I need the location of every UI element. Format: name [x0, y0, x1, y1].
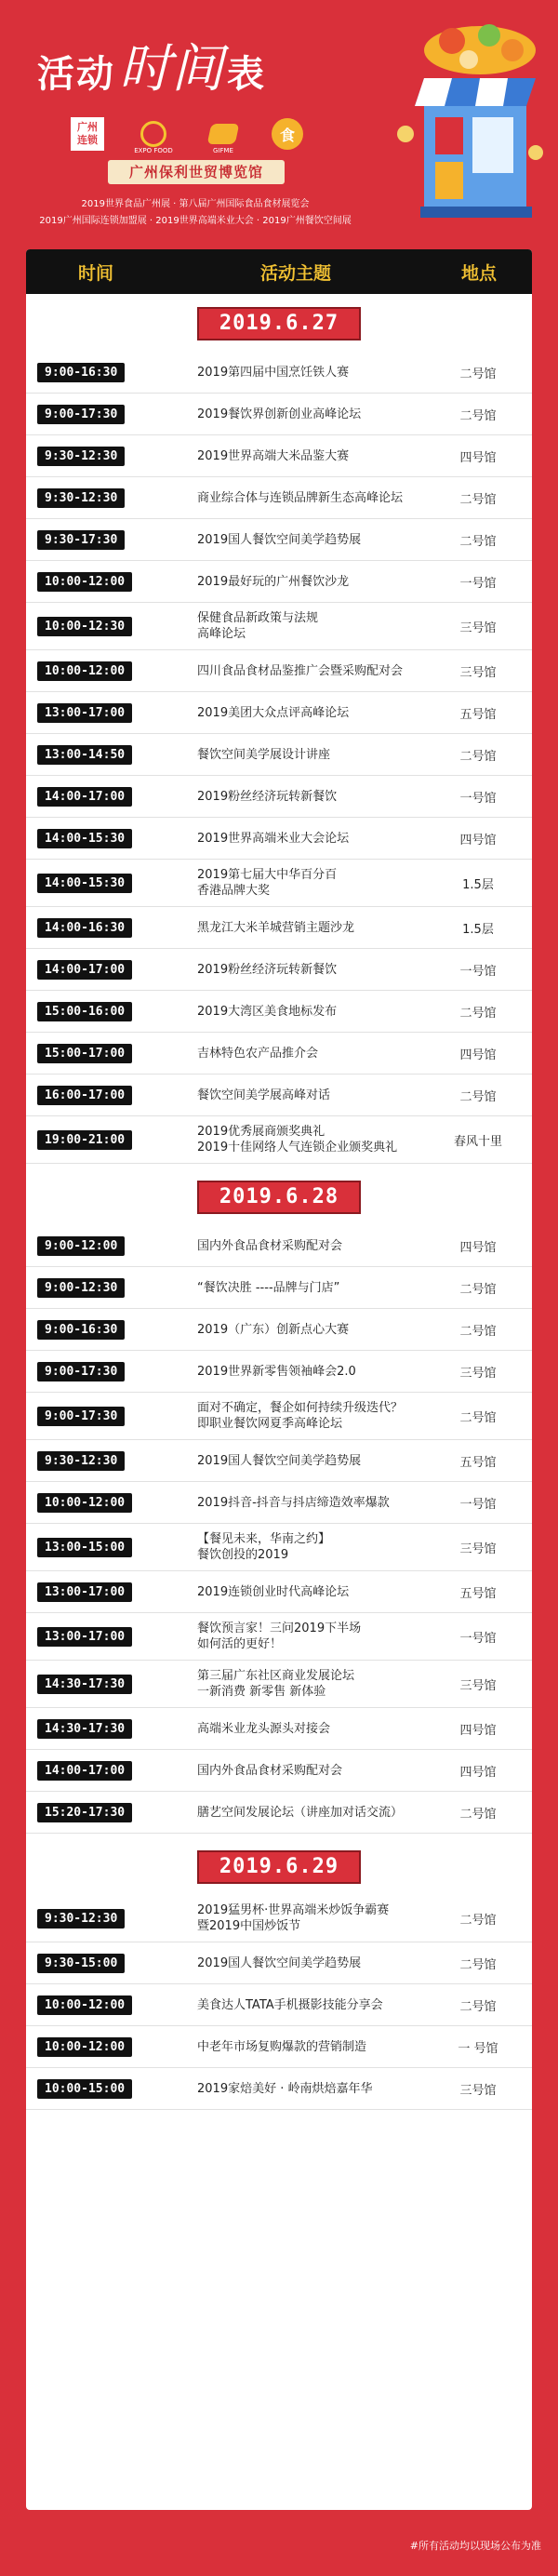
- time-cell: [26, 1954, 175, 1973]
- theme-line: 2019餐饮界创新创业高峰论坛: [197, 407, 362, 421]
- theme-line: 即职业餐饮网夏季高峰论坛: [197, 1417, 343, 1431]
- time-label: 9:30-15:00: [37, 1954, 125, 1973]
- theme-line: 餐饮预言家！三问2019下半场: [197, 1622, 362, 1635]
- location-cell: 一号馆: [459, 791, 497, 806]
- time-cell: [26, 874, 175, 893]
- schedule-row: [26, 949, 532, 991]
- schedule-card: [26, 249, 532, 2510]
- theme-line: 2019十佳网络人气连锁企业颁奖典礼: [197, 1141, 398, 1155]
- location-cell: 1.5层: [462, 877, 494, 892]
- location-cell: 二号馆: [459, 492, 497, 507]
- theme-line: 2019世界高端米业大会论坛: [197, 831, 350, 846]
- theme-cell: [175, 1124, 424, 1155]
- theme-line: 2019国人餐饮空间美学趋势展: [197, 532, 362, 547]
- time-label: 9:00-17:30: [37, 1362, 125, 1381]
- time-label: 10:00-12:00: [37, 2037, 132, 2057]
- time-label: 14:30-17:30: [37, 1719, 132, 1739]
- theme-cell: [175, 705, 424, 721]
- schedule-row: [26, 1074, 532, 1116]
- theme-line: 餐饮空间美学展高峰对话: [197, 1088, 331, 1102]
- time-label: 14:00-15:30: [37, 874, 132, 893]
- subline-2: 2019广州国际连锁加盟展 · 2019世界高端米业大会 · 2019广州餐饮空间展: [39, 216, 352, 226]
- theme-line: 2019（广东）创新点心大赛: [197, 1322, 350, 1337]
- theme-cell: [175, 663, 424, 679]
- theme-line: 吉林特色农产品推介会: [197, 1046, 319, 1061]
- theme-cell: [175, 1364, 424, 1380]
- time-label: 9:00-12:00: [37, 1236, 125, 1256]
- location-cell: 四号馆: [459, 1048, 497, 1062]
- theme-cell: [175, 831, 424, 847]
- time-label: 9:30-17:30: [37, 530, 125, 550]
- theme-line: 2019世界新零售领袖峰会2.0: [197, 1364, 356, 1379]
- time-label: 10:00-12:00: [37, 661, 132, 681]
- location-cell: 三号馆: [459, 1542, 497, 1556]
- location-cell: 三号馆: [459, 621, 497, 635]
- subline-1: 2019世界食品广州展 · 第八届广州国际食品食材展览会: [81, 199, 310, 209]
- theme-line: 2019连锁创业时代高峰论坛: [197, 1584, 350, 1599]
- time-cell: [26, 829, 175, 848]
- schedule-row: [26, 1267, 532, 1309]
- theme-cell: [175, 1088, 424, 1103]
- schedule-row: [26, 1942, 532, 1984]
- location-cell: 四号馆: [459, 1723, 497, 1738]
- theme-line: 第三届广东社区商业发展论坛: [197, 1669, 355, 1683]
- time-label: 10:00-12:00: [37, 1493, 132, 1513]
- time-label: 15:20-17:30: [37, 1803, 132, 1822]
- theme-cell: [175, 407, 424, 422]
- schedule-row: [26, 1225, 532, 1267]
- venue-banner: 广州保利世贸博览馆: [108, 160, 285, 184]
- theme-cell: [175, 365, 424, 380]
- theme-cell: [175, 1955, 424, 1971]
- time-label: 13:00-17:00: [37, 703, 132, 723]
- schedule-row: [26, 435, 532, 477]
- time-label: 14:00-17:00: [37, 960, 132, 980]
- theme-cell: [175, 920, 424, 936]
- schedule-row: [26, 1351, 532, 1393]
- theme-cell: [175, 574, 424, 590]
- theme-line: 香港品牌大奖: [197, 884, 271, 898]
- theme-cell: [175, 789, 424, 805]
- time-label: 10:00-15:00: [37, 2079, 132, 2099]
- schedule-row: [26, 1708, 532, 1750]
- theme-line: 2019优秀展商颁奖典礼: [197, 1125, 326, 1139]
- location-cell: 三号馆: [459, 1366, 497, 1381]
- food-stall-illustration: [387, 13, 545, 236]
- header: [0, 0, 558, 249]
- schedule-row: [26, 1440, 532, 1482]
- schedule-row: [26, 1116, 532, 1164]
- theme-line: 面对不确定，餐企如何持续升级迭代？: [197, 1401, 404, 1415]
- theme-cell: [175, 448, 424, 464]
- schedule-row: [26, 2026, 532, 2068]
- theme-line: “餐饮决胜 ----品牌与门店”: [197, 1280, 340, 1295]
- schedule-row: [26, 991, 532, 1033]
- location-cell: 二号馆: [459, 1410, 497, 1425]
- schedule-row: [26, 860, 532, 907]
- theme-line: 暨2019中国炒饭节: [197, 1919, 301, 1933]
- location-cell: 一 号馆: [458, 2041, 498, 2056]
- location-cell: 一号馆: [459, 1631, 497, 1646]
- time-cell: [26, 2079, 175, 2099]
- location-cell: 五号馆: [459, 707, 497, 722]
- theme-cell: [175, 1668, 424, 1700]
- theme-line: 2019粉丝经济玩转新餐饮: [197, 962, 338, 977]
- time-cell: [26, 1407, 175, 1426]
- column-location: 地点: [460, 262, 497, 284]
- time-cell: [26, 530, 175, 550]
- location-cell: 四号馆: [459, 450, 497, 465]
- theme-line: 一新消费 新零售 新体验: [197, 1685, 326, 1699]
- time-cell: [26, 405, 175, 424]
- time-cell: [26, 617, 175, 636]
- theme-line: 高峰论坛: [197, 627, 246, 641]
- time-label: 10:00-12:00: [37, 572, 132, 592]
- theme-cell: [175, 1584, 424, 1600]
- time-label: 9:00-16:30: [37, 1320, 125, 1340]
- theme-line: 2019美团大众点评高峰论坛: [197, 705, 350, 720]
- sponsor-logos: [71, 117, 303, 154]
- time-label: 19:00-21:00: [37, 1130, 132, 1150]
- location-cell: 三号馆: [459, 2083, 497, 2098]
- theme-line: 商业综合体与连锁品牌新生态高峰论坛: [197, 490, 404, 505]
- time-label: 9:00-12:30: [37, 1278, 125, 1298]
- page-title: 活动时间 表: [37, 39, 266, 100]
- theme-line: 国内外食品食材采购配对会: [197, 1238, 343, 1253]
- location-cell: 一号馆: [459, 1497, 497, 1512]
- theme-line: 保健食品新政策与法规: [197, 611, 319, 625]
- theme-cell: [175, 532, 424, 548]
- schedule-row: [26, 1571, 532, 1613]
- schedule-row: [26, 477, 532, 519]
- theme-line: 2019国人餐饮空间美学趋势展: [197, 1955, 362, 1970]
- theme-line: 如何活的更好！: [197, 1637, 283, 1651]
- time-cell: [26, 447, 175, 466]
- theme-cell: [175, 1453, 424, 1469]
- time-label: 14:00-15:30: [37, 829, 132, 848]
- location-cell: 二号馆: [459, 1807, 497, 1822]
- theme-cell: [175, 1531, 424, 1563]
- location-cell: 五号馆: [459, 1586, 497, 1601]
- time-cell: [26, 1130, 175, 1150]
- column-header: [26, 249, 532, 294]
- location-cell: 春风十里: [453, 1134, 502, 1149]
- location-cell: 四号馆: [459, 1240, 497, 1255]
- location-cell: 四号馆: [459, 1765, 497, 1780]
- time-label: 14:30-17:30: [37, 1675, 132, 1694]
- theme-line: 2019家焙美好 · 岭南烘焙嘉年华: [197, 2081, 373, 2096]
- time-cell: [26, 661, 175, 681]
- schedule-section: [26, 1181, 532, 1834]
- time-label: 13:00-17:00: [37, 1627, 132, 1647]
- theme-line: 2019抖音-抖音与抖店缔造效率爆款: [197, 1495, 390, 1510]
- time-cell: [26, 960, 175, 980]
- theme-cell: [175, 867, 424, 899]
- date-badge: 2019.6.28: [197, 1181, 361, 1214]
- time-label: 13:00-14:50: [37, 745, 132, 765]
- location-cell: 一号馆: [459, 576, 497, 591]
- time-cell: [26, 1278, 175, 1298]
- theme-line: 2019国人餐饮空间美学趋势展: [197, 1453, 362, 1468]
- theme-cell: [175, 1997, 424, 2013]
- theme-line: 国内外食品食材采购配对会: [197, 1763, 343, 1778]
- time-cell: [26, 1451, 175, 1471]
- location-cell: 二号馆: [459, 1957, 497, 1972]
- time-cell: [26, 787, 175, 807]
- theme-line: 2019第四届中国烹饪铁人赛: [197, 365, 350, 380]
- time-label: 9:00-17:30: [37, 1407, 125, 1426]
- time-cell: [26, 1086, 175, 1105]
- time-cell: [26, 1675, 175, 1694]
- theme-cell: [175, 1495, 424, 1511]
- guangzhou-chain-logo: 广州 连锁: [71, 117, 104, 151]
- location-cell: 二号馆: [459, 1282, 497, 1297]
- time-cell: [26, 745, 175, 765]
- time-cell: [26, 488, 175, 508]
- schedule-row: [26, 1524, 532, 1571]
- time-label: 15:00-16:00: [37, 1002, 132, 1021]
- time-cell: [26, 918, 175, 938]
- time-label: 14:00-17:00: [37, 787, 132, 807]
- location-cell: 四号馆: [459, 833, 497, 848]
- schedule-row: [26, 1393, 532, 1440]
- theme-line: 2019世界高端大米品鉴大赛: [197, 448, 350, 463]
- schedule-row: [26, 1033, 532, 1074]
- location-cell: 二号馆: [459, 534, 497, 549]
- theme-line: 黑龙江大米羊城营销主题沙龙: [197, 920, 355, 935]
- theme-cell: [175, 490, 424, 506]
- time-cell: [26, 703, 175, 723]
- location-cell: 三号馆: [459, 1678, 497, 1693]
- gifme-logo: GIFME: [203, 117, 244, 151]
- footnote: #所有活动均以现场公布为准: [409, 2540, 541, 2552]
- schedule-row: [26, 519, 532, 561]
- location-cell: 1.5层: [462, 922, 494, 937]
- location-cell: 二号馆: [459, 749, 497, 764]
- time-cell: [26, 1995, 175, 2015]
- theme-line: 美食达人TATA手机摄影技能分享会: [197, 1997, 383, 2012]
- food-logo: 食: [272, 118, 303, 150]
- time-label: 14:00-17:00: [37, 1761, 132, 1781]
- time-cell: [26, 2037, 175, 2057]
- time-label: 14:00-16:30: [37, 918, 132, 938]
- schedule-row: [26, 818, 532, 860]
- schedule-row: [26, 561, 532, 603]
- time-label: 10:00-12:30: [37, 617, 132, 636]
- date-badge: 2019.6.29: [197, 1850, 361, 1884]
- column-theme: 活动主题: [259, 262, 331, 284]
- schedule-row: [26, 650, 532, 692]
- location-cell: 一号馆: [459, 964, 497, 979]
- schedule-row: [26, 692, 532, 734]
- schedule-row: [26, 2068, 532, 2110]
- time-cell: [26, 1909, 175, 1929]
- theme-line: 膳艺空间发展论坛（讲座加对话交流）: [197, 1805, 404, 1820]
- location-cell: 二号馆: [459, 408, 497, 423]
- time-label: 13:00-17:00: [37, 1582, 132, 1602]
- schedule-row: [26, 1984, 532, 2026]
- location-cell: 五号馆: [459, 1455, 497, 1470]
- theme-cell: [175, 610, 424, 642]
- time-label: 9:30-12:30: [37, 1451, 125, 1471]
- theme-cell: [175, 1805, 424, 1821]
- time-cell: [26, 1320, 175, 1340]
- time-cell: [26, 1493, 175, 1513]
- theme-cell: [175, 1046, 424, 1061]
- theme-cell: [175, 1621, 424, 1652]
- location-cell: 二号馆: [459, 367, 497, 381]
- time-label: 16:00-17:00: [37, 1086, 132, 1105]
- schedule-row: [26, 394, 532, 435]
- time-cell: [26, 1002, 175, 1021]
- time-label: 9:30-12:30: [37, 488, 125, 508]
- time-label: 9:30-12:30: [37, 447, 125, 466]
- theme-cell: [175, 1721, 424, 1737]
- expo-food-logo: EXPO FOOD: [132, 117, 175, 151]
- schedule-row: [26, 1750, 532, 1792]
- theme-line: 四川食品食材品鉴推广会暨采购配对会: [197, 663, 404, 678]
- theme-line: 【餐见未来，华南之约】: [197, 1532, 331, 1546]
- schedule-row: [26, 1482, 532, 1524]
- time-label: 9:00-16:30: [37, 363, 125, 382]
- column-time: 时间: [77, 262, 113, 284]
- theme-cell: [175, 1004, 424, 1020]
- time-cell: [26, 1236, 175, 1256]
- schedule-section: [26, 307, 532, 1164]
- time-cell: [26, 1719, 175, 1739]
- time-cell: [26, 1803, 175, 1822]
- time-label: 9:30-12:30: [37, 1909, 125, 1929]
- time-cell: [26, 1582, 175, 1602]
- theme-cell: [175, 2039, 424, 2055]
- date-badge: 2019.6.27: [197, 307, 361, 340]
- theme-line: 2019猛男杯·世界高端米炒饭争霸赛: [197, 1903, 390, 1917]
- location-cell: 二号馆: [459, 1089, 497, 1104]
- theme-line: 2019第七届大中华百分百: [197, 868, 338, 882]
- schedule-row: [26, 734, 532, 776]
- theme-cell: [175, 2081, 424, 2097]
- schedule-row: [26, 776, 532, 818]
- time-label: 9:00-17:30: [37, 405, 125, 424]
- schedule-row: [26, 603, 532, 650]
- time-cell: [26, 363, 175, 382]
- theme-cell: [175, 962, 424, 978]
- schedule-section: [26, 1850, 532, 2110]
- schedule-row: [26, 1613, 532, 1661]
- time-cell: [26, 1538, 175, 1557]
- theme-cell: [175, 1322, 424, 1338]
- theme-line: 2019最好玩的广州餐饮沙龙: [197, 574, 350, 589]
- theme-cell: [175, 1763, 424, 1779]
- schedule-row: [26, 1309, 532, 1351]
- time-cell: [26, 1362, 175, 1381]
- schedule-row: [26, 907, 532, 949]
- theme-line: 餐饮创投的2019: [197, 1548, 289, 1562]
- theme-line: 2019大湾区美食地标发布: [197, 1004, 338, 1019]
- schedule-sections: [26, 307, 532, 2110]
- theme-line: 中老年市场复购爆款的营销制造: [197, 2039, 367, 2054]
- location-cell: 三号馆: [459, 665, 497, 680]
- location-cell: 二号馆: [459, 1006, 497, 1021]
- time-label: 13:00-15:00: [37, 1538, 132, 1557]
- schedule-row: [26, 1895, 532, 1942]
- theme-cell: [175, 747, 424, 763]
- theme-cell: [175, 1280, 424, 1296]
- time-cell: [26, 1044, 175, 1063]
- schedule-row: [26, 1661, 532, 1708]
- location-cell: 二号馆: [459, 1999, 497, 2014]
- time-label: 10:00-12:00: [37, 1995, 132, 2015]
- time-cell: [26, 572, 175, 592]
- theme-cell: [175, 1902, 424, 1934]
- time-label: 15:00-17:00: [37, 1044, 132, 1063]
- schedule-row: [26, 352, 532, 394]
- theme-line: 餐饮空间美学展设计讲座: [197, 747, 331, 762]
- location-cell: 二号馆: [459, 1913, 497, 1928]
- theme-cell: [175, 1400, 424, 1432]
- schedule-row: [26, 1792, 532, 1834]
- theme-line: 高端米业龙头源头对接会: [197, 1721, 331, 1736]
- location-cell: 二号馆: [459, 1324, 497, 1339]
- theme-line: 2019粉丝经济玩转新餐饮: [197, 789, 338, 804]
- time-cell: [26, 1627, 175, 1647]
- theme-cell: [175, 1238, 424, 1254]
- time-cell: [26, 1761, 175, 1781]
